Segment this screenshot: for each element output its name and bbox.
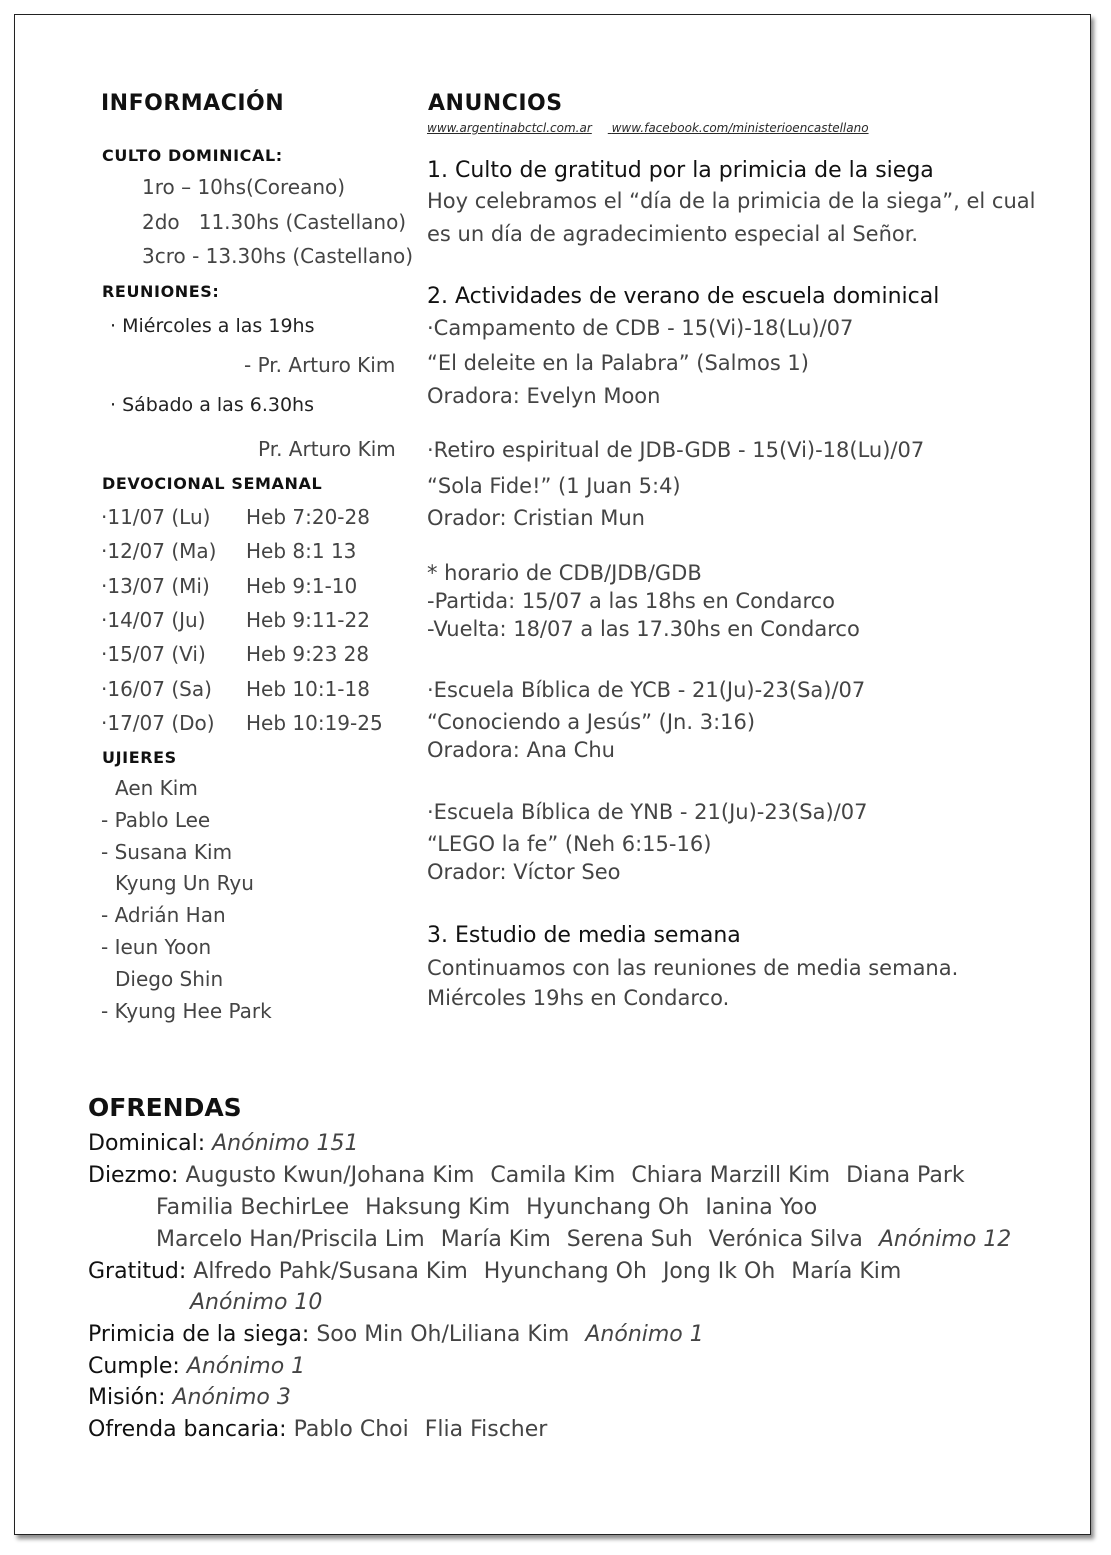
ofrenda-name: Chiara Marzill Kim (631, 1163, 831, 1188)
culto-item: 1ro – 10hs(Coreano) (142, 175, 346, 199)
ofrenda-name: Marcelo Han/Priscila Lim (156, 1227, 425, 1252)
ofrenda-anon: Anónimo 12 (878, 1227, 1012, 1252)
devocional-title: DEVOCIONAL SEMANAL (102, 474, 323, 493)
devocional-ref: Heb 9:11-22 (246, 607, 370, 632)
devocional-ref: Heb 7:20-28 (246, 505, 370, 529)
ofrenda-anon: Anónimo 151 (212, 1131, 359, 1156)
ofrenda-anon: Anónimo 3 (172, 1385, 291, 1410)
informacion-title: INFORMACIÓN (101, 91, 285, 116)
culto-title: CULTO DOMINICAL: (102, 146, 283, 165)
anuncio-title: 1. Culto de gratitud por la primicia de la siega (427, 158, 934, 183)
anuncio-line: Miércoles 19hs en Condarco. (427, 986, 730, 1010)
ofrenda-name: Soo Min Oh/Liliana Kim (316, 1322, 570, 1347)
anuncio-line: * horario de CDB/JDB/GDB (427, 561, 702, 585)
anuncio-title: 3. Estudio de media semana (427, 923, 741, 948)
ofrenda-name: Ianina Yoo (705, 1195, 818, 1220)
culto-item: 3cro - 13.30hs (Castellano) (142, 244, 414, 268)
ofrenda-mision (88, 1385, 291, 1410)
ofrenda-label: Dominical: (88, 1131, 206, 1156)
anuncio-line: Oradora: Evelyn Moon (427, 384, 661, 408)
ujier-name: - Pablo Lee (101, 807, 211, 832)
devocional-ref: Heb 8:1 13 (246, 539, 357, 564)
anuncio-line: ·Escuela Bíblica de YCB - 21(Ju)-23(Sa)/07 (427, 678, 866, 702)
anuncio-line: -Vuelta: 18/07 a las 17.30hs en Condarco (427, 617, 860, 641)
facebook-link[interactable]: www.facebook.com/ministerioencastellano (611, 121, 869, 135)
ofrenda-name: Pablo Choi (293, 1417, 409, 1442)
ujier-name: - Adrián Han (101, 903, 226, 928)
devocional-ref: Heb 10:19-25 (246, 710, 383, 735)
anuncios-title: ANUNCIOS (428, 91, 563, 116)
reunion-pastor: Pr. Arturo Kim (258, 437, 396, 461)
ofrenda-bancaria (88, 1417, 547, 1442)
anuncio-line: “El deleite en la Palabra” (Salmos 1) (427, 351, 809, 375)
ofrenda-name: Augusto Kwun/Johana Kim (185, 1163, 475, 1188)
ofrenda-dominical (88, 1131, 359, 1156)
ofrenda-anon: Anónimo 1 (585, 1322, 704, 1347)
devocional-ref: Heb 9:23 28 (246, 642, 370, 667)
devocional-date: ·13/07 (Mi) (101, 573, 210, 598)
ujier-name: Kyung Un Ryu (115, 871, 254, 896)
ofrenda-name: Hyunchang Oh (483, 1259, 647, 1284)
ofrenda-name: María Kim (440, 1227, 551, 1252)
ujier-name: Diego Shin (115, 966, 224, 991)
ujier-name: Aen Kim (115, 776, 198, 800)
ofrenda-name: Haksung Kim (365, 1195, 511, 1220)
ofrenda-cumple (88, 1354, 305, 1379)
ofrenda-gratitud (88, 1259, 901, 1284)
reunion-pastor: - Pr. Arturo Kim (244, 353, 396, 377)
devocional-date: ·11/07 (Lu) (101, 505, 211, 529)
ujier-name: - Ieun Yoon (101, 935, 212, 959)
ofrendas-title: OFRENDAS (88, 1093, 242, 1122)
culto-item: 2do 11.30hs (Castellano) (142, 210, 407, 234)
reuniones-title: REUNIONES: (102, 282, 220, 301)
ofrenda-name: Familia BechirLee (156, 1195, 350, 1220)
anuncio-line: es un día de agradecimiento especial al Señor. (427, 222, 919, 246)
anuncio-line: ·Campamento de CDB - 15(Vi)-18(Lu)/07 (427, 316, 854, 340)
anuncio-line: “LEGO la fe” (Neh 6:15-16) (427, 832, 712, 856)
reunion-line: · Sábado a las 6.30hs (110, 394, 314, 416)
anuncio-line: Orador: Víctor Seo (427, 860, 621, 884)
ujieres-title: UJIERES (102, 748, 177, 767)
ofrenda-name: María Kim (791, 1259, 902, 1284)
anuncio-line: “Sola Fide!” (1 Juan 5:4) (427, 474, 681, 498)
anuncio-line: “Conociendo a Jesús” (Jn. 3:16) (427, 710, 756, 734)
anuncio-title: 2. Actividades de verano de escuela dominical (427, 284, 940, 309)
ofrenda-diezmo-cont (156, 1227, 1011, 1252)
ofrenda-name: Jong Ik Oh (662, 1259, 776, 1284)
devocional-date: ·14/07 (Ju) (101, 607, 206, 632)
ofrenda-label: Diezmo: (88, 1163, 179, 1188)
ujier-name: - Kyung Hee Park (101, 998, 272, 1023)
ofrenda-name: Alfredo Pahk/Susana Kim (193, 1259, 468, 1284)
ofrenda-anon: Anónimo 1 (186, 1354, 306, 1379)
ofrenda-label: Gratitud: (88, 1259, 187, 1284)
reunion-line: · Miércoles a las 19hs (110, 315, 315, 337)
ofrenda-name: Verónica Silva (708, 1227, 863, 1252)
ofrenda-primicia (88, 1322, 704, 1347)
ofrenda-diezmo-cont (156, 1195, 817, 1220)
ofrenda-diezmo (88, 1163, 965, 1188)
ofrenda-name: Camila Kim (490, 1163, 616, 1188)
ofrenda-name: Serena Suh (566, 1227, 693, 1252)
devocional-date: ·17/07 (Do) (101, 710, 215, 735)
ofrenda-label: Ofrenda bancaria: (88, 1417, 287, 1442)
anuncios-links (427, 121, 885, 135)
anuncio-line: -Partida: 15/07 a las 18hs en Condarco (427, 589, 836, 613)
devocional-ref: Heb 10:1-18 (246, 676, 370, 701)
ofrenda-name: Flia Fischer (424, 1417, 548, 1442)
devocional-date: ·15/07 (Vi) (101, 642, 206, 667)
anuncio-line: Orador: Cristian Mun (427, 506, 645, 530)
devocional-date: ·16/07 (Sa) (101, 676, 212, 701)
ofrenda-name: Diana Park (846, 1163, 965, 1188)
ofrenda-gratitud-cont (190, 1290, 322, 1315)
ujier-name: - Susana Kim (101, 839, 233, 864)
website-link[interactable]: www.argentinabctcl.com.ar (427, 121, 592, 135)
ofrenda-name: Hyunchang Oh (526, 1195, 690, 1220)
anuncio-line: Hoy celebramos el “día de la primicia de la siega”, el cual (427, 189, 1036, 213)
anuncio-line: ·Retiro espiritual de JDB-GDB - 15(Vi)-18(Lu)/07 (427, 438, 925, 462)
ofrenda-label: Misión: (88, 1385, 166, 1410)
devocional-date: ·12/07 (Ma) (101, 539, 217, 564)
ofrenda-anon: Anónimo 10 (190, 1290, 323, 1315)
anuncio-line: Oradora: Ana Chu (427, 738, 615, 762)
ofrenda-label: Primicia de la siega: (88, 1322, 310, 1347)
ofrenda-label: Cumple: (88, 1354, 180, 1379)
devocional-ref: Heb 9:1-10 (246, 573, 358, 598)
anuncio-line: ·Escuela Bíblica de YNB - 21(Ju)-23(Sa)/07 (427, 800, 868, 824)
anuncio-line: Continuamos con las reuniones de media semana. (427, 956, 959, 980)
